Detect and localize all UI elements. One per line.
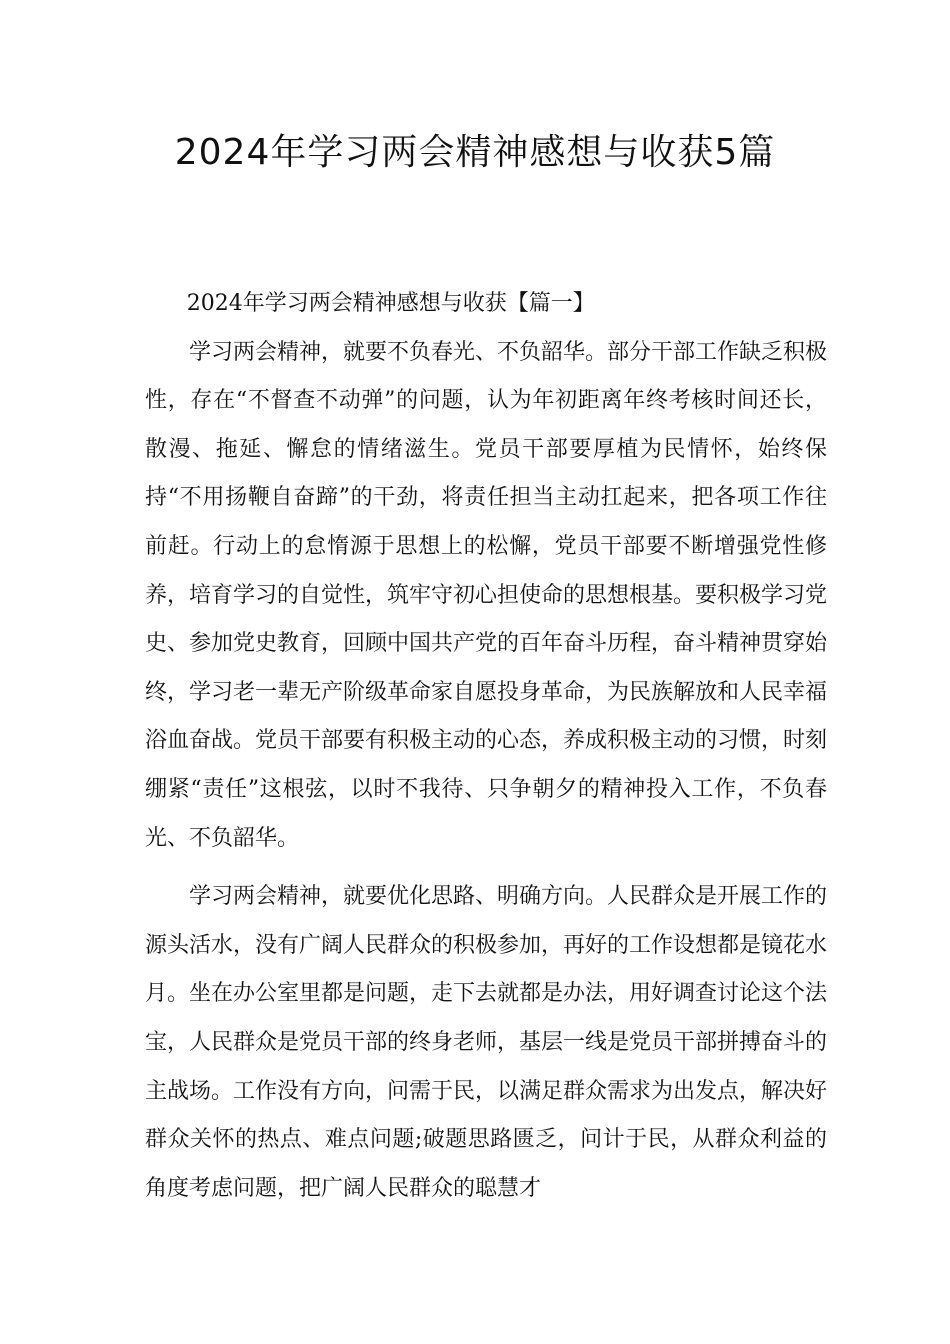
paragraph: 学习两会精神，就要不负春光、不负韶华。部分干部工作缺乏积极性，存在“不督查不动弹”的问题，认为年初距离年终考核时间还长，散漫、拖延、懈怠的情绪滋生。党员干部要厚植为民情怀，始终保持“不用扬鞭自奋蹄”的干劲，将责任担当主动扛起来，把各项工作往前赶。行动上的怠惰源于思想上的松懈，党员干部要不断增强党性修养，培育学习的自觉性，筑牢守初心担使命的思想根基。要积极学习党史、参加党史教育，回顾中国共产党的百年奋斗历程，奋斗精神贯穿始终，学习老一辈无产阶级革命家自愿投身革命，为民族解放和人民幸福浴血奋战。党员干部要有积极主动的心态，养成积极主动的习惯，时刻绷紧“责任”这根弦，以时不我待、只争朝夕的精神投入工作，不负春光、不负韶华。	[145, 339, 828, 851]
document-title: 2024年学习两会精神感想与收获5篇	[174, 132, 776, 173]
paragraph: 学习两会精神，就要优化思路、明确方向。人民群众是开展工作的源头活水，没有广阔人民群众的积极参加，再好的工作设想都是镜花水月。坐在办公室里都是问题，走下去就都是办法，用好调查讨论这个法宝，人民群众是党员干部的终身老师，基层一线是党员干部拼搏奋斗的主战场。工作没有方向，问需于民，以满足群众需求为出发点，解决好群众关怀的热点、难点问题;破题思路匮乏，问计于民，从群众利益的角度考虑问题，把广阔人民群众的聪慧才	[145, 884, 828, 1201]
document-body	[145, 280, 827, 1213]
section-heading: 2024年学习两会精神感想与收获【篇一】	[186, 291, 595, 316]
